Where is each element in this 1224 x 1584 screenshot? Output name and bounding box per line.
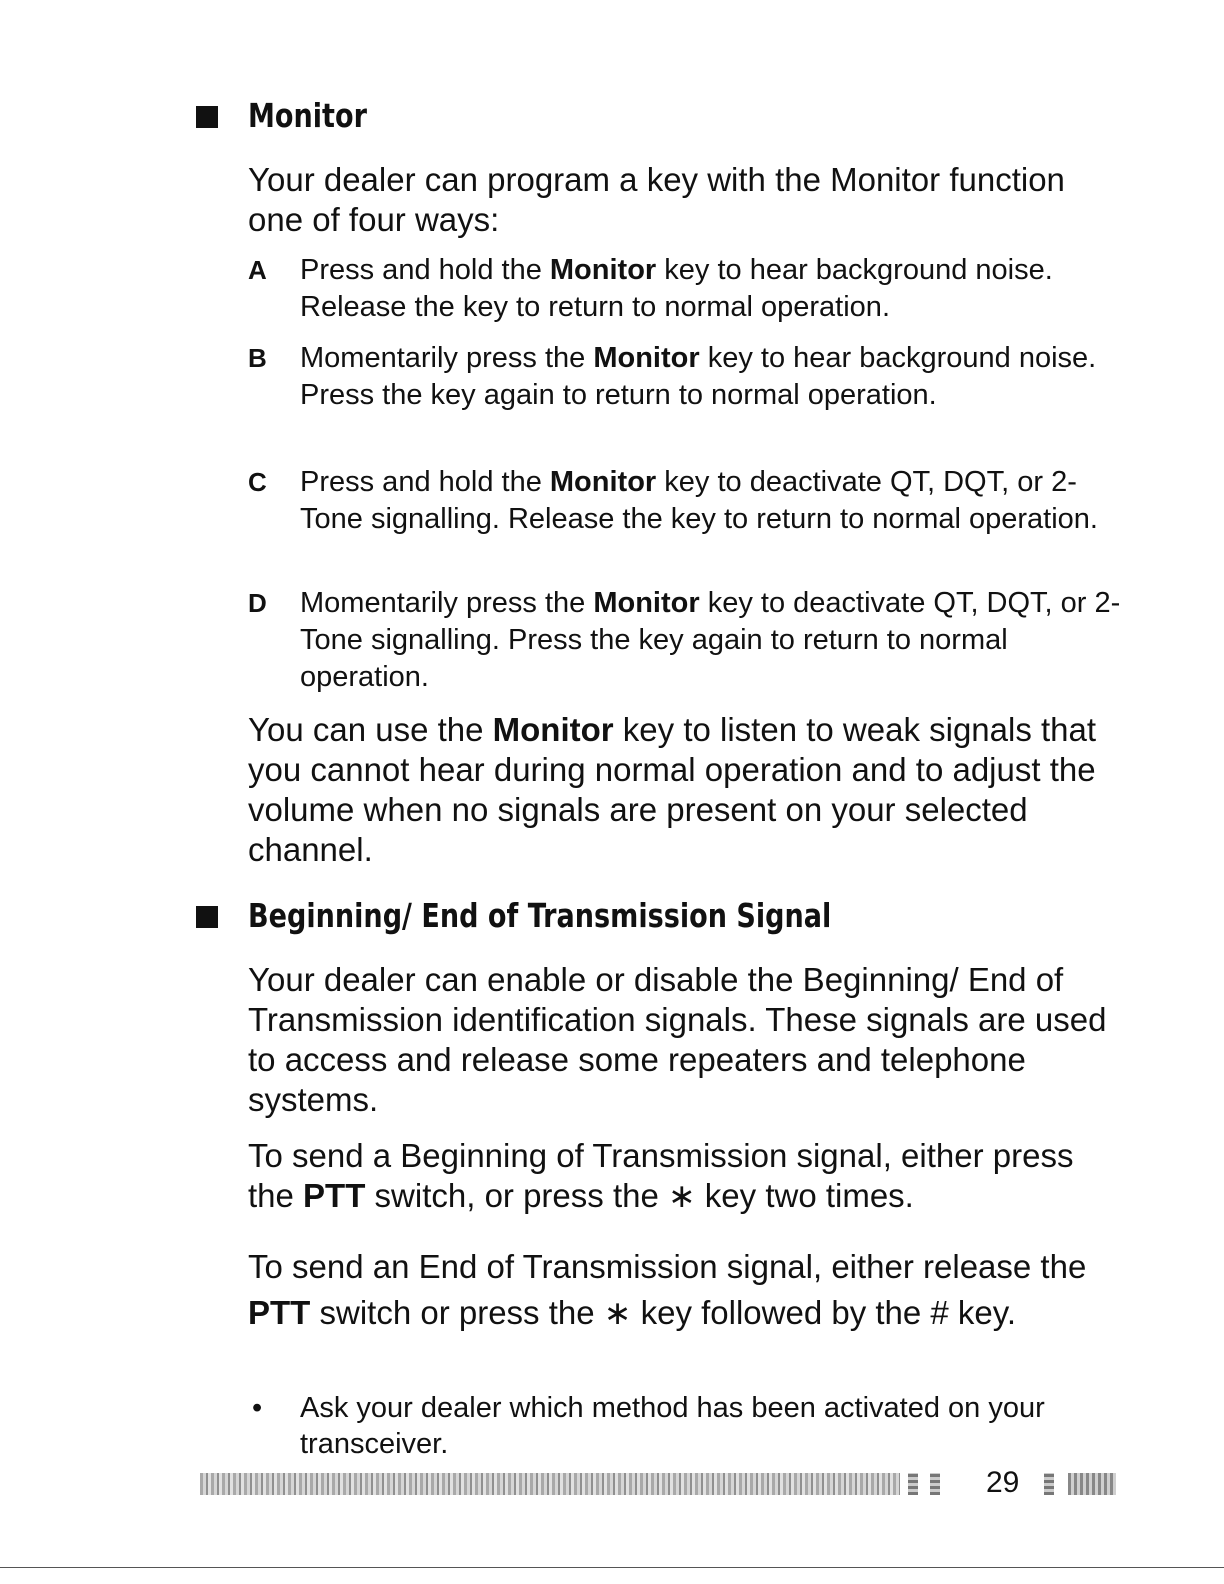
footer-marker (1044, 1473, 1054, 1495)
footer-marker (930, 1473, 940, 1495)
section-heading-monitor: Monitor (248, 96, 367, 135)
transmission-para-1: Your dealer can enable or disable the Beginning/ End of Transmission identification signals. These signals are used to access and release some repeaters and telephone systems. (248, 961, 1107, 1118)
page-number: 29 (986, 1466, 1020, 1499)
manual-page: Monitor Your dealer can program a key with the Monitor function one of four ways: A Press and hold the Monitor key to hear background noise. Release the key to return to normal operation. B Momentarily press the Monitor key to hear background noise. Press the key again to return to normal operation. C Press and hold the Monitor key to deactivate QT, DQT, or 2-Tone signalling. Release the key to return to normal operation. D Momentarily press the Monitor key to deactivate QT, DQT, or 2-Tone signalling. Press the key again to return to normal operation. You can use the Monitor key to listen to weak signals that you cannot hear during normal operation and to adjust the volume when no signals are present on your selected channel. Beginning/ End of Transmission Signal Your dealer can enable or disable the Beginning/ End of Transmission identification signals. These signals are used to access and release some repeaters and telephone systems. To send a Beginning of Transmission signal, either press the PTT switch, or press the ∗ key two times. To send an End of Transmission signal, either release the PTT switch or press the ∗ key followed by the # key. • Ask your dealer which method has been activated on your transceiver. 29 (0, 0, 1224, 1584)
transmission-para-2: To send a Beginning of Transmission signal, either press the PTT switch, or press the ∗ key two times. (248, 1137, 1074, 1214)
option-letter: D (248, 588, 267, 618)
section-marker (196, 906, 218, 928)
footer-marker (908, 1473, 918, 1495)
option-letter: A (248, 255, 267, 285)
footer-decorative-bar-right (1068, 1473, 1116, 1495)
section-heading-transmission-signal: Beginning/ End of Transmission Signal (248, 896, 832, 935)
bullet-icon: • (252, 1392, 263, 1424)
option-letter: C (248, 467, 267, 497)
scan-edge-line (0, 1567, 1224, 1568)
option-letter: B (248, 343, 267, 373)
transmission-para-3: To send an End of Transmission signal, either release the PTT switch or press the ∗ key followed by the # key. (248, 1248, 1087, 1331)
footer-decorative-bar (200, 1473, 900, 1495)
monitor-closing: You can use the Monitor key to listen to weak signals that you cannot hear during normal operation and to adjust the volume when no signals are present on your selected channel. (248, 711, 1097, 868)
section-marker (196, 106, 218, 128)
monitor-intro: Your dealer can program a key with the Monitor function one of four ways: (248, 161, 1065, 238)
